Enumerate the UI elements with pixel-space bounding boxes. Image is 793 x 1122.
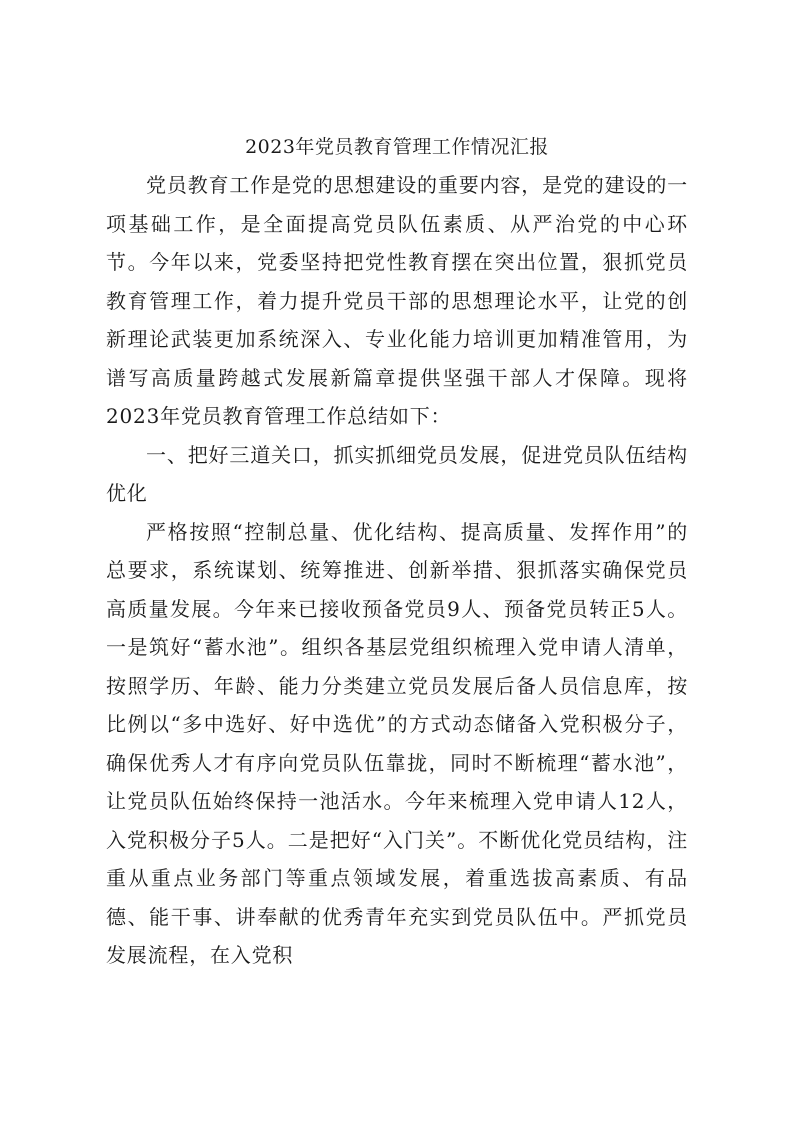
document-title: 2023年党员教育管理工作情况汇报 — [245, 136, 549, 158]
paragraph-intro: 党员教育工作是党的思想建设的重要内容，是党的建设的一项基础工作，是全面提高党员队伍素质、从严治党的中心环节。今年以来，党委坚持把党性教育摆在突出位置，狠抓党员教育管理工作，着力提升党员干部的思想理论水平，让党的创新理论武装更加系统深入、专业化能力培训更加精准管用，为谱写高质量跨越式发展新篇章提供坚强干部人才保障。现将2023年党员教育管理工作总结如下： — [106, 173, 688, 428]
paragraph-section-1: 严格按照“控制总量、优化结构、提高质量、发挥作用”的总要求，系统谋划、统筹推进、创新举措、狠抓落实确保党员高质量发展。今年来已接收预备党员9人、预备党员转正5人。一是筑好“蓄水池”。组织各基层党组织梳理入党申请人清单，按照学历、年龄、能力分类建立党员发展后备人员信息库，按比例以“多中选好、好中选优”的方式动态储备入党积极分子，确保优秀人才有序向党员队伍靠拢，同时不断梳理“蓄水池”，让党员队伍始终保持一池活水。今年来梳理入党申请人12人，入党积极分子5人。二是把好“入门关”。不断优化党员结构，注重从重点业务部门等重点领域发展，着重选拔高素质、有品德、能干事、讲奉献的优秀青年充实到党员队伍中。严抓党员发展流程，在入党积 — [106, 519, 688, 967]
section-heading-1: 一、把好三道关口，抓实抓细党员发展，促进党员队伍结构优化 — [106, 442, 688, 505]
document-body — [106, 128, 688, 975]
